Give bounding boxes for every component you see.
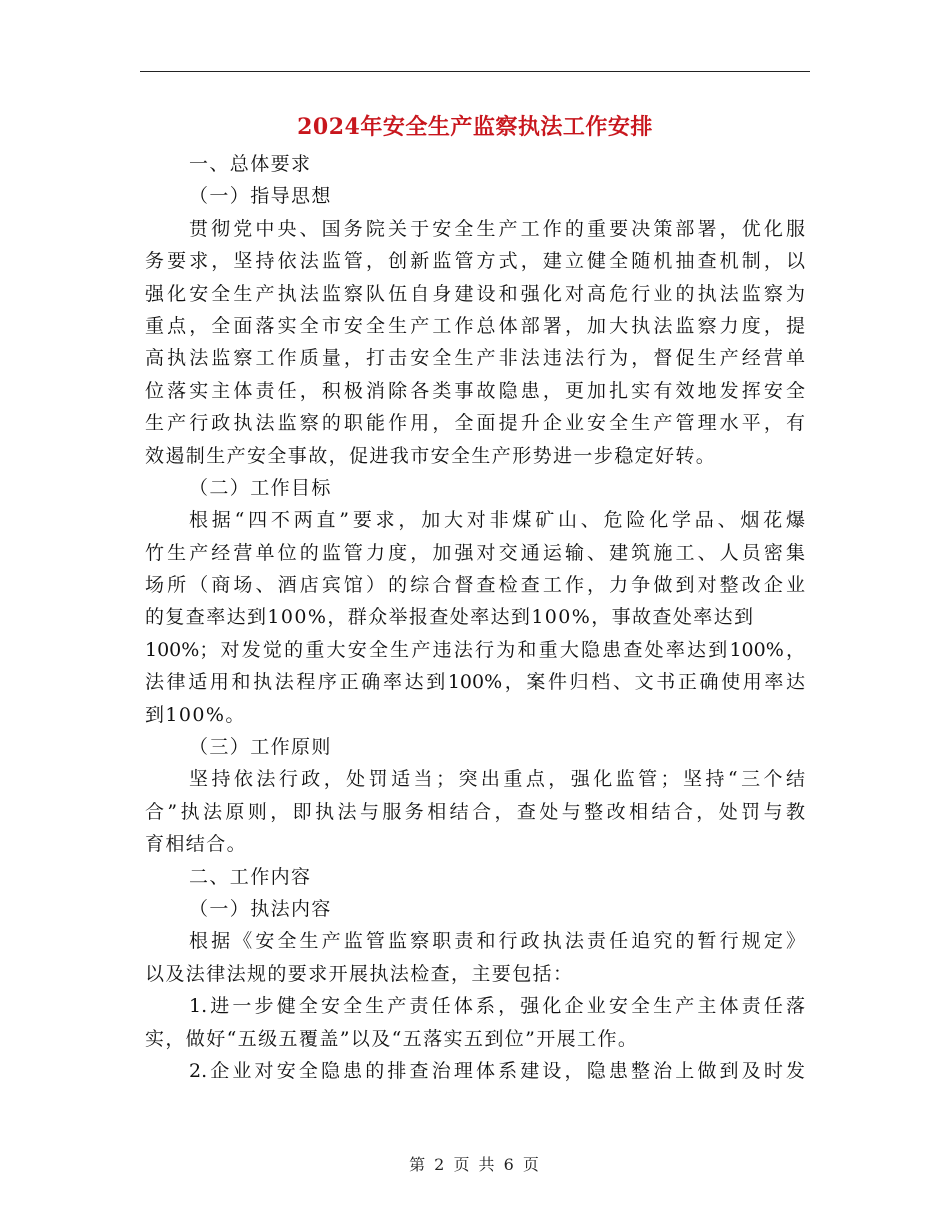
- text-line: 重点，全面落实全市安全生产工作总体部署，加大执法监察力度，提: [145, 314, 805, 337]
- text-line: 1.进一步健全安全生产责任体系，强化企业安全生产主体责任落: [189, 995, 805, 1018]
- text-line: 位落实主体责任，积极消除各类事故隐患，更加扎实有效地发挥安全: [145, 379, 805, 402]
- document-body: [145, 148, 805, 1087]
- text-line: 育相结合。: [145, 833, 248, 856]
- text-line: 贯彻党中央、国务院关于安全生产工作的重要决策部署，优化服: [189, 217, 805, 240]
- text-line: 实，做好“五级五覆盖”以及“五落实五到位”开展工作。: [145, 1027, 639, 1050]
- text-line: 场所（商场、酒店宾馆）的综合督查检查工作，力争做到对整改企业: [145, 574, 805, 597]
- text-line: 100%；对发觉的重大安全生产违法行为和重大隐患查处率达到100%，: [145, 638, 805, 661]
- text-line: 的复查率达到100%，群众举报查处率达到100%，事故查处率达到: [145, 606, 755, 629]
- text-line: 坚持依法行政，处罚适当；突出重点，强化监管；坚持“三个结: [189, 768, 805, 791]
- text-line: 务要求，坚持依法监管，创新监管方式，建立健全随机抽查机制，以: [145, 250, 805, 273]
- header-rule: [140, 71, 810, 72]
- text-line: 生产行政执法监察的职能作用，全面提升企业安全生产管理水平，有: [145, 412, 805, 435]
- text-line: 一、总体要求: [189, 153, 312, 175]
- text-line: （三）工作原则: [189, 736, 332, 759]
- text-line: （一）指导思想: [189, 185, 332, 208]
- text-line: （二）工作目标: [189, 476, 332, 499]
- text-line: （一）执法内容: [189, 897, 332, 920]
- text-line: 以及法律法规的要求开展执法检查，主要包括：: [145, 962, 574, 985]
- text-line: 合”执法原则，即执法与服务相结合，查处与整改相结合，处罚与教: [145, 800, 805, 823]
- text-line: 根据“四不两直”要求，加大对非煤矿山、危险化学品、烟花爆: [189, 509, 805, 532]
- text-line: 高执法监察工作质量，打击安全生产非法违法行为，督促生产经营单: [145, 347, 805, 370]
- page-footer: 第 2 页 共 6 页: [409, 1155, 541, 1174]
- text-line: 强化安全生产执法监察队伍自身建设和强化对高危行业的执法监察为: [145, 282, 805, 305]
- text-line: 法律适用和执法程序正确率达到100%，案件归档、文书正确使用率达: [145, 671, 805, 694]
- text-line: 到100%。: [145, 703, 246, 726]
- text-line: 效遏制生产安全事故，促进我市安全生产形势进一步稳定好转。: [145, 444, 717, 467]
- text-line: 二、工作内容: [189, 865, 312, 888]
- text-line: 竹生产经营单位的监管力度，加强对交通运输、建筑施工、人员密集: [145, 541, 805, 564]
- text-line: 2.企业对安全隐患的排查治理体系建设，隐患整治上做到及时发: [189, 1059, 805, 1082]
- document-title: 2024年安全生产监察执法工作安排: [297, 114, 653, 140]
- text-line: 根据《安全生产监管监察职责和行政执法责任追究的暂行规定》: [189, 930, 805, 953]
